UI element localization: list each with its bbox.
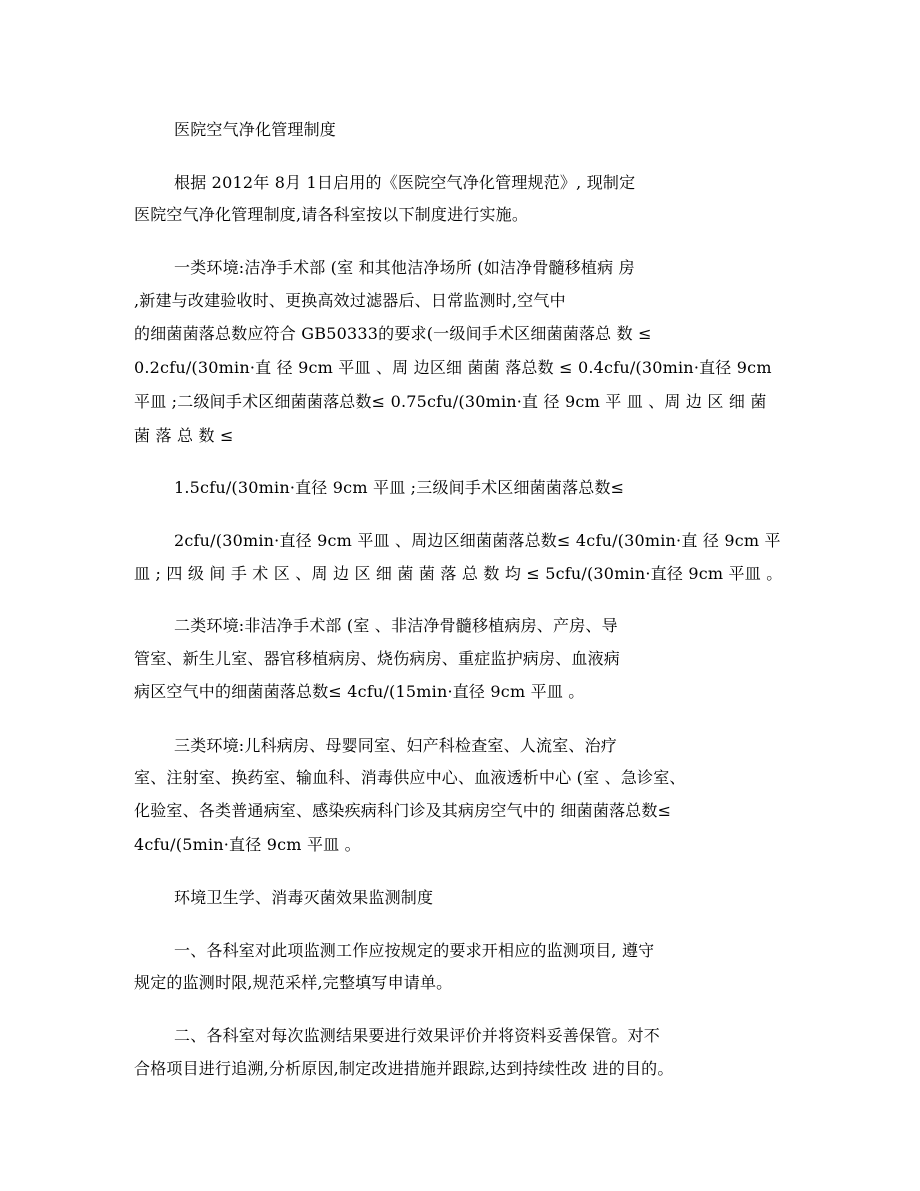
class1-line-3: 的细菌菌落总数应符合 GB50333的要求(一级间手术区细菌菌落总 数 ≤ [134, 324, 652, 343]
document-title: 医院空气净化管理制度 [174, 120, 337, 139]
class1-line-4: 0.2cfu/(30min·直 径 9cm 平皿 、周 边区细 菌菌 落总数 ≤ 0.4cfu/(30min·直径 9cm [134, 358, 772, 377]
intro-line-1: 根据 2012年 8月 1日启用的《医院空气净化管理规范》, 现制定 [174, 173, 636, 192]
class2-line-3: 病区空气中的细菌菌落总数≤ 4cfu/(15min·直径 9cm 平皿 。 [134, 682, 585, 701]
class1-line-9: 皿 ; 四 级 间 手 术 区 、周 边 区 细 菌 菌 落 总 数 均 ≤ 5cfu/(30min·直径 9cm 平皿 。 [134, 564, 783, 583]
class1-line-5: 平皿 ;二级间手术区细菌菌落总数≤ 0.75cfu/(30min·直 径 9cm 平 皿 、周 边 区 细 菌 [134, 392, 767, 411]
class1-line-8: 2cfu/(30min·直径 9cm 平皿 、周边区细菌菌落总数≤ 4cfu/(30min·直 径 9cm 平 [174, 531, 781, 550]
class3-line-2: 室、注射室、换药室、输血科、消毒供应中心、血液透析中心 (室 、急诊室、 [134, 768, 686, 787]
class3-line-4: 4cfu/(5min·直径 9cm 平皿 。 [134, 835, 361, 854]
class2-line-1: 二类环境:非洁净手术部 (室 、非洁净骨髓移植病房、产房、导 [174, 616, 618, 635]
class1-line-1: 一类环境:洁净手术部 (室 和其他洁净场所 (如洁净骨髓移植病 房 [174, 258, 635, 277]
item1-line-2: 规定的监测时限,规范采样,完整填写申请单。 [134, 973, 453, 992]
item2-line-2: 合格项目进行追溯,分析原因,制定改进措施并跟踪,达到持续性改 进的目的。 [134, 1059, 674, 1078]
intro-line-2: 医院空气净化管理制度,请各科室按以下制度进行实施。 [134, 205, 529, 224]
item1-line-1: 一、各科室对此项监测工作应按规定的要求开相应的监测项目, 遵守 [174, 941, 655, 960]
class3-line-1: 三类环境:儿科病房、母婴同室、妇产科检查室、人流室、治疗 [174, 736, 617, 755]
item2-line-1: 二、各科室对每次监测结果要进行效果评价并将资料妥善保管。对不 [174, 1026, 661, 1045]
class1-line-6: 菌 落 总 数 ≤ [134, 426, 234, 445]
class2-line-2: 管室、新生儿室、器官移植病房、烧伤病房、重症监护病房、血液病 [134, 649, 621, 668]
section2-title: 环境卫生学、消毒灭菌效果监测制度 [174, 888, 434, 907]
class1-line-7: 1.5cfu/(30min·直径 9cm 平皿 ;三级间手术区细菌菌落总数≤ [174, 478, 625, 497]
class3-line-3: 化验室、各类普通病室、感染疾病科门诊及其病房空气中的 细菌菌落总数≤ [134, 801, 672, 820]
class1-line-2: ,新建与改建验收时、更换高效过滤器后、日常监测时,空气中 [134, 291, 566, 310]
